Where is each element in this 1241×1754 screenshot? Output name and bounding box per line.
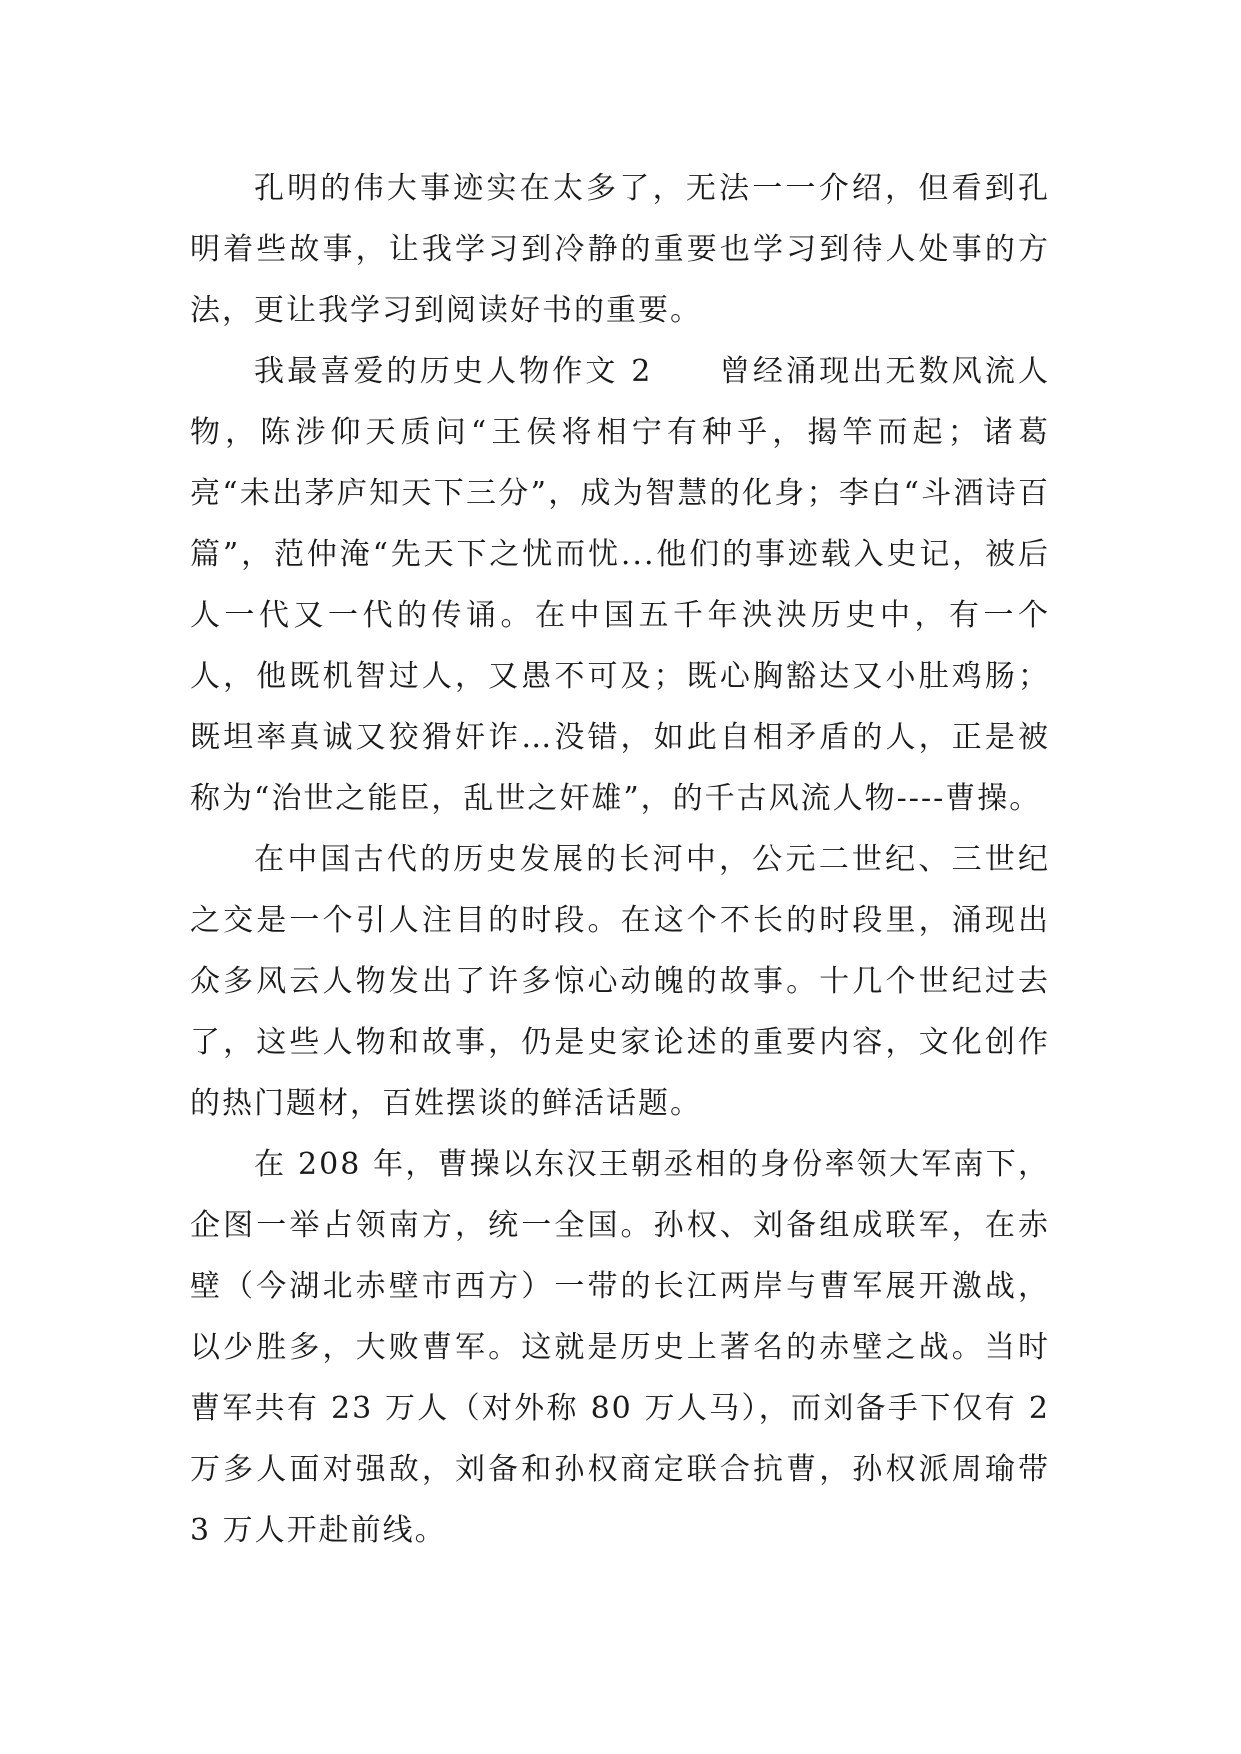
paragraph-red-cliffs: 在 208 年，曹操以东汉王朝丞相的身份率领大军南下，企图一举占领南方，统一全国。孙权、刘备组成联军，在赤壁（今湖北赤壁市西方）一带的长江两岸与曹军展开激战，以少胜多，大败曹军。这就是历史上著名的赤壁之战。当时曹军共有 23 万人（对外称 80 万人马），而刘备手下仅有 2 万多人面对强敌，刘备和孙权商定联合抗曹，孙权派周瑜带 3 万人开赴前线。 [190, 1147, 1050, 1548]
document-body [190, 158, 1050, 1561]
paragraph-historical-period: 在中国古代的历史发展的长河中，公元二世纪、三世纪之交是一个引人注目的时段。在这个不长的时段里，涌现出众多风云人物发出了许多惊心动魄的故事。十几个世纪过去了，这些人物和故事，仍是史家论述的重要内容，文化创作的热门题材，百姓摆谈的鲜活话题。 [190, 842, 1050, 1121]
paragraph-kongming-summary: 孔明的伟大事迹实在太多了，无法一一介绍，但看到孔明着些故事，让我学习到冷静的重要也学习到待人处事的方法，更让我学习到阅读好书的重要。 [190, 171, 1050, 328]
paragraph-caocao-intro: 我最喜爱的历史人物作文 2 曾经涌现出无数风流人物，陈涉仰天质问“王侯将相宁有种乎，揭竿而起；诸葛亮“未出茅庐知天下三分”，成为智慧的化身；李白“斗酒诗百篇”，范仲淹“先天下之忧而忧...他们的事迹载入史记，被后人一代又一代的传诵。在中国五千年泱泱历史中，有一个人，他既机智过人，又愚不可及；既心胸豁达又小肚鸡肠；既坦率真诚又狡猾奸诈…没错，如此自相矛盾的人，正是被称为“治世之能臣，乱世之奸雄”，的千古风流人物----曹操。 [190, 354, 1050, 816]
